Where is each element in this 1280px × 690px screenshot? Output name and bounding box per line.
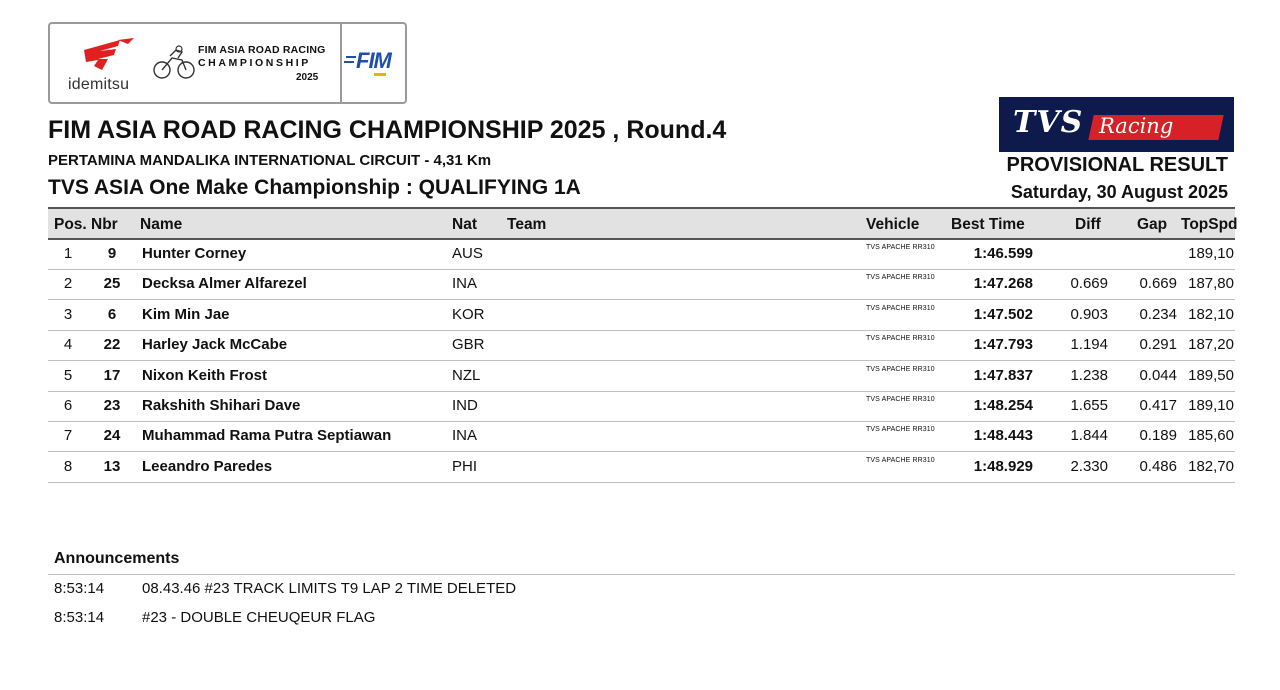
cell-name: Hunter Corney [142,245,247,262]
cell-best-time: 1:47.793 [973,336,1033,354]
cell-gap: 0.044 [1139,366,1177,384]
cell-best-time: 1:48.929 [973,457,1033,475]
cell-pos: 7 [63,427,73,445]
announcement-time: 8:53:14 [54,609,105,626]
column-header-team: Team [507,216,547,233]
cell-nbr: 24 [103,427,121,445]
cell-topspd: 189,10 [1188,245,1234,262]
announcement-text: #23 - DOUBLE CHEUQEUR FLAG [142,609,376,626]
cell-name: Rakshith Shihari Dave [142,397,301,414]
fim-logo [348,46,404,86]
table-row [48,240,1235,270]
cell-nbr: 22 [103,336,121,354]
cell-nbr: 25 [103,275,121,293]
cell-nat: IND [452,397,478,414]
cell-name: Nixon Keith Frost [142,366,268,384]
column-header-vehicle: Vehicle [866,216,920,233]
cell-vehicle: TVS APACHE RR310 [866,244,935,251]
cell-best-time: 1:47.502 [973,305,1033,323]
cell-diff: 2.330 [1070,457,1108,475]
cell-name: Decksa Almer Alfarezel [142,275,307,293]
announcements-rule [48,574,1235,575]
cell-nbr: 13 [103,457,121,475]
cell-best-time: 1:46.599 [973,245,1033,262]
column-header-topspd: TopSpd [1181,216,1238,233]
cell-pos: 3 [63,305,73,323]
cell-gap: 0.669 [1139,275,1177,293]
cell-best-time: 1:48.443 [973,427,1033,445]
cell-topspd: 185,60 [1188,427,1234,445]
sponsor-logo-box [48,22,407,104]
cell-vehicle: TVS APACHE RR310 [866,274,935,282]
table-row [48,362,1235,392]
column-header-name: Name [140,216,183,233]
cell-nat: AUS [452,245,483,262]
cell-name: Kim Min Jae [142,305,230,323]
table-row [48,453,1235,483]
racing-wordmark: Racing [1099,114,1174,138]
championship-logo-line1: FIM ASIA ROAD RACING [198,44,326,56]
cell-gap: 0.291 [1139,336,1177,354]
logo-divider [340,24,342,102]
cell-topspd: 182,10 [1188,305,1234,323]
session-name: TVS ASIA One Make Championship : QUALIFYING 1A [48,176,581,199]
cell-topspd: 189,10 [1188,397,1234,414]
cell-nbr: 9 [107,245,117,262]
cell-pos: 8 [63,457,73,475]
cell-nat: INA [452,427,478,445]
table-row [48,301,1235,331]
cell-vehicle: TVS APACHE RR310 [866,335,935,343]
cell-name: Harley Jack McCabe [142,336,288,354]
column-header-diff: Diff [1075,216,1101,233]
cell-nat: KOR [452,305,485,323]
cell-topspd: 187,80 [1188,275,1234,293]
idemitsu-logo [64,34,154,100]
cell-diff: 1.844 [1070,427,1108,445]
table-row [48,270,1235,300]
cell-topspd: 189,50 [1188,366,1234,384]
cell-diff: 1.194 [1070,336,1108,354]
circuit-name: PERTAMINA MANDALIKA INTERNATIONAL CIRCUIT - 4,31 Km [48,152,492,169]
cell-nat: INA [452,275,478,293]
fim-asia-mark [374,73,386,76]
cell-topspd: 182,70 [1188,457,1234,475]
cell-nat: GBR [452,336,485,354]
column-header-pos: Pos. [54,216,87,233]
cell-vehicle: TVS APACHE RR310 [866,396,935,403]
idemitsu-wordmark: idemitsu [68,76,130,93]
announcements-title: Announcements [54,550,180,567]
championship-logo-year: 2025 [296,72,319,83]
cell-vehicle: TVS APACHE RR310 [866,365,935,373]
cell-topspd: 187,20 [1188,336,1234,354]
cell-pos: 6 [63,397,73,414]
table-row [48,422,1235,452]
announcement-time: 8:53:14 [54,580,105,597]
cell-best-time: 1:47.837 [973,366,1033,384]
table-row [48,392,1235,422]
cell-pos: 2 [63,275,73,293]
cell-vehicle: TVS APACHE RR310 [866,426,935,434]
event-date: Saturday, 30 August 2025 [1010,182,1228,202]
table-row [48,331,1235,361]
cell-best-time: 1:47.268 [973,275,1033,293]
table-header [48,209,1238,240]
column-header-gap: Gap [1137,216,1168,233]
cell-vehicle: TVS APACHE RR310 [866,456,935,464]
cell-pos: 1 [63,245,73,262]
column-header-nat: Nat [452,216,477,233]
cell-diff: 0.903 [1070,305,1108,323]
cell-gap: 0.234 [1139,305,1177,323]
column-header-best-time: Best Time [951,216,1025,233]
tvs-racing-logo [999,97,1234,152]
cell-nat: PHI [452,457,478,475]
cell-best-time: 1:48.254 [973,397,1033,414]
cell-pos: 4 [63,336,73,354]
idemitsu-bird-icon [78,36,138,76]
event-title: FIM ASIA ROAD RACING CHAMPIONSHIP 2025 , Round.4 [48,116,727,144]
cell-vehicle: TVS APACHE RR310 [866,304,935,312]
cell-diff: 1.655 [1070,397,1108,414]
championship-logo-line2: CHAMPIONSHIP [198,57,311,69]
cell-name: Muhammad Rama Putra Septiawan [142,427,392,445]
cell-gap: 0.417 [1139,397,1177,414]
cell-diff: 1.238 [1070,366,1108,384]
cell-gap: 0.189 [1139,427,1177,445]
cell-pos: 5 [63,366,73,384]
cell-nbr: 17 [103,366,121,384]
cell-nbr: 23 [103,397,121,414]
tvs-wordmark: TVS [1013,105,1084,140]
announcement-text: 08.43.46 #23 TRACK LIMITS T9 LAP 2 TIME DELETED [142,580,517,597]
cell-diff: 0.669 [1070,275,1108,293]
cell-gap: 0.486 [1139,457,1177,475]
cell-name: Leeandro Paredes [142,457,273,475]
cell-nat: NZL [452,366,481,384]
fim-wordmark: FIM [356,48,391,73]
motorcycle-rider-icon [152,44,196,80]
result-status: PROVISIONAL RESULT [1006,154,1228,176]
cell-nbr: 6 [107,305,117,323]
column-header-nbr: Nbr [91,216,118,233]
championship-logo [152,42,332,92]
